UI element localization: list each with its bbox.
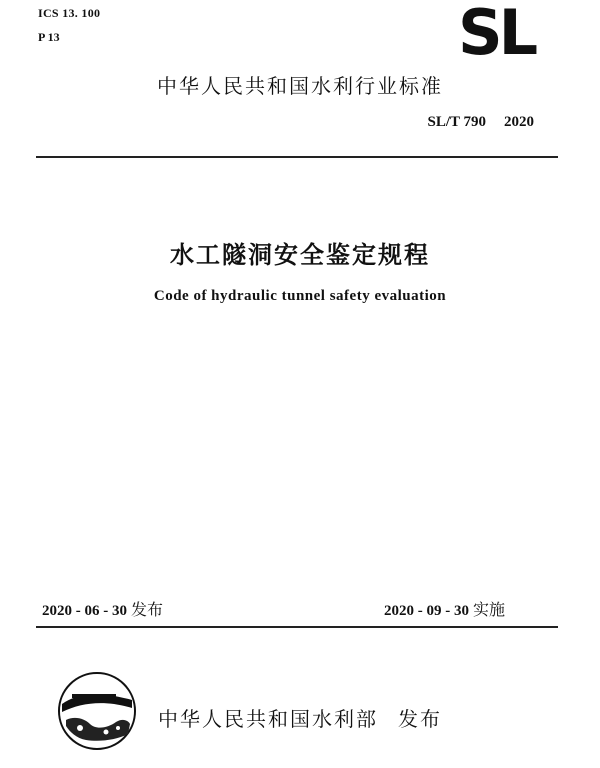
- effective-date: [384, 597, 505, 620]
- issue-date-value: 2020 - 06 - 30: [42, 603, 127, 619]
- standard-year: 2020: [504, 114, 534, 130]
- issue-date: [42, 597, 163, 620]
- publisher-action: 发布: [398, 707, 442, 731]
- publisher-line: [158, 703, 442, 732]
- sl-logo: [458, 2, 550, 60]
- title-chinese: 水工隧洞安全鉴定规程: [170, 241, 430, 269]
- effective-date-label: 实施: [473, 600, 506, 619]
- ics-code: ICS 13. 100: [38, 6, 101, 20]
- ccs-code: P 13: [38, 30, 60, 44]
- standard-code: SL/T 790: [427, 114, 486, 130]
- svg-text:SL: SL: [458, 2, 535, 60]
- publisher-name: 中华人民共和国水利部: [158, 707, 378, 731]
- standard-category: 中华人民共和国水利行业标准: [157, 74, 443, 98]
- standard-number: [428, 114, 535, 131]
- top-divider: [36, 156, 558, 158]
- bottom-divider: [36, 626, 558, 628]
- effective-date-value: 2020 - 09 - 30: [384, 603, 469, 619]
- title-english: Code of hydraulic tunnel safety evaluation: [153, 288, 447, 304]
- issue-date-label: 发布: [131, 600, 164, 619]
- ministry-seal-icon: [56, 670, 138, 752]
